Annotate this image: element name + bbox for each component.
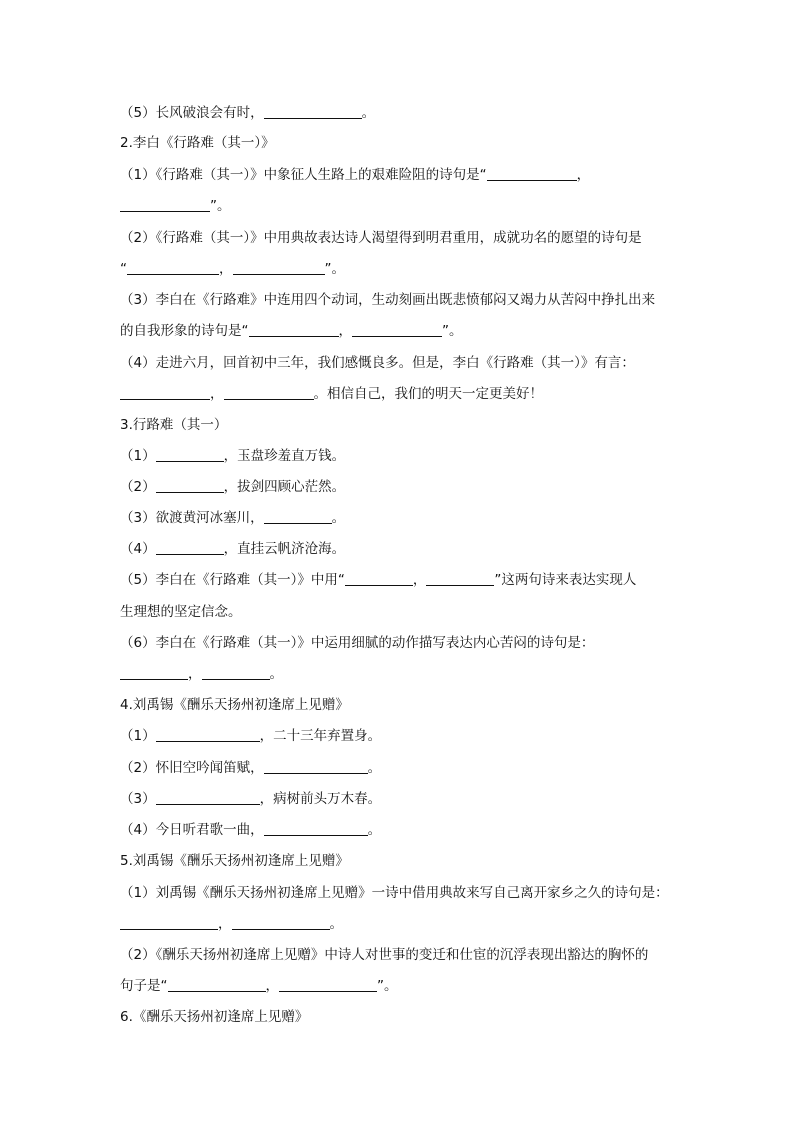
- question-line: （4） ，直挂云帆济沧海。: [120, 541, 346, 557]
- answer-blank[interactable]: [156, 447, 224, 462]
- answer-blank[interactable]: [127, 260, 219, 275]
- answer-blank[interactable]: [426, 571, 494, 586]
- question-line: （1） ，玉盘珍羞直万钱。: [120, 448, 346, 464]
- question-line: （6）李白在《行路难（其一）》中运用细腻的动作描写表达内心苦闷的诗句是：: [120, 635, 595, 651]
- question-line: 生理想的坚定信念。: [120, 604, 242, 620]
- question-line: （4）今日听君歌一曲， 。: [120, 822, 382, 838]
- question-line: ， 。: [120, 915, 684, 933]
- question-line: （2） ，拔剑四顾心茫然。: [120, 479, 346, 495]
- question-line: （3）欲渡黄河冰塞川， 。: [120, 510, 346, 526]
- answer-blank[interactable]: [249, 322, 339, 337]
- answer-blank[interactable]: [264, 509, 332, 524]
- question-line: （2）《行路难（其一）》中用典故表达诗人渴望得到明君重用，成就功名的愿望的诗句是: [120, 230, 642, 246]
- question-line: 句子是“ ， ”。: [120, 978, 398, 994]
- question-line: （2）怀旧空吟闻笛赋， 。: [120, 760, 382, 776]
- answer-blank[interactable]: [120, 385, 210, 400]
- answer-blank[interactable]: [156, 790, 260, 805]
- answer-blank[interactable]: [352, 322, 442, 337]
- question-line: （5）李白在《行路难（其一）》中用“ ， ”这两句诗来表达实现人: [120, 572, 637, 588]
- answer-blank[interactable]: [224, 385, 314, 400]
- question-line: ， 。相信自己，我们的明天一定更美好！: [120, 385, 684, 403]
- answer-blank[interactable]: [120, 915, 218, 930]
- answer-blank[interactable]: [156, 540, 224, 555]
- question-line: “ ， ”。: [120, 261, 345, 277]
- answer-blank[interactable]: [264, 821, 368, 836]
- question-line: （5）长风破浪会有时， 。: [120, 105, 376, 121]
- question-line: （3） ，病树前头万木春。: [120, 791, 382, 807]
- answer-blank[interactable]: [232, 915, 330, 930]
- question-line: （2）《酬乐天扬州初逢席上见赠》中诗人对世事的变迁和仕宦的沉浮表现出豁达的胸怀的: [120, 947, 649, 963]
- answer-blank[interactable]: [264, 104, 362, 119]
- question-line: （1） ，二十三年弃置身。: [120, 728, 382, 744]
- section-heading: 4.刘禹锡《酬乐天扬州初逢席上见赠》: [120, 697, 349, 713]
- question-line: （1）刘禹锡《酬乐天扬州初逢席上见赠》一诗中借用典故来写自己离开家乡之久的诗句是：: [120, 885, 669, 901]
- answer-blank[interactable]: [345, 571, 413, 586]
- answer-blank[interactable]: [168, 977, 266, 992]
- question-line: （3）李白在《行路难》中连用四个动词，生动刻画出既悲愤郁闷又竭力从苦闷中挣扎出来: [120, 292, 656, 308]
- answer-blank[interactable]: [264, 759, 368, 774]
- answer-blank[interactable]: [233, 260, 325, 275]
- answer-blank[interactable]: [156, 478, 224, 493]
- answer-blank[interactable]: [202, 665, 270, 680]
- question-line: ”。: [120, 197, 684, 215]
- section-heading: 3.行路难（其一）: [120, 417, 228, 433]
- question-line: ， 。: [120, 665, 684, 683]
- answer-blank[interactable]: [120, 197, 210, 212]
- question-line: （4）走进六月，回首初中三年，我们感慨良多。但是，李白《行路难（其一）》有言：: [120, 355, 635, 371]
- question-line: （1）《行路难（其一）》中象征人生路上的艰难险阻的诗句是“ ，: [120, 167, 591, 183]
- answer-blank[interactable]: [279, 977, 377, 992]
- question-line: 的自我形象的诗句是“ ， ”。: [120, 323, 463, 339]
- section-heading: 6.《酬乐天扬州初逢席上见赠》: [120, 1009, 309, 1025]
- section-heading: 2.李白《行路难（其一）》: [120, 135, 275, 151]
- answer-blank[interactable]: [156, 727, 260, 742]
- section-heading: 5.刘禹锡《酬乐天扬州初逢席上见赠》: [120, 853, 349, 869]
- answer-blank[interactable]: [487, 166, 577, 181]
- answer-blank[interactable]: [120, 665, 188, 680]
